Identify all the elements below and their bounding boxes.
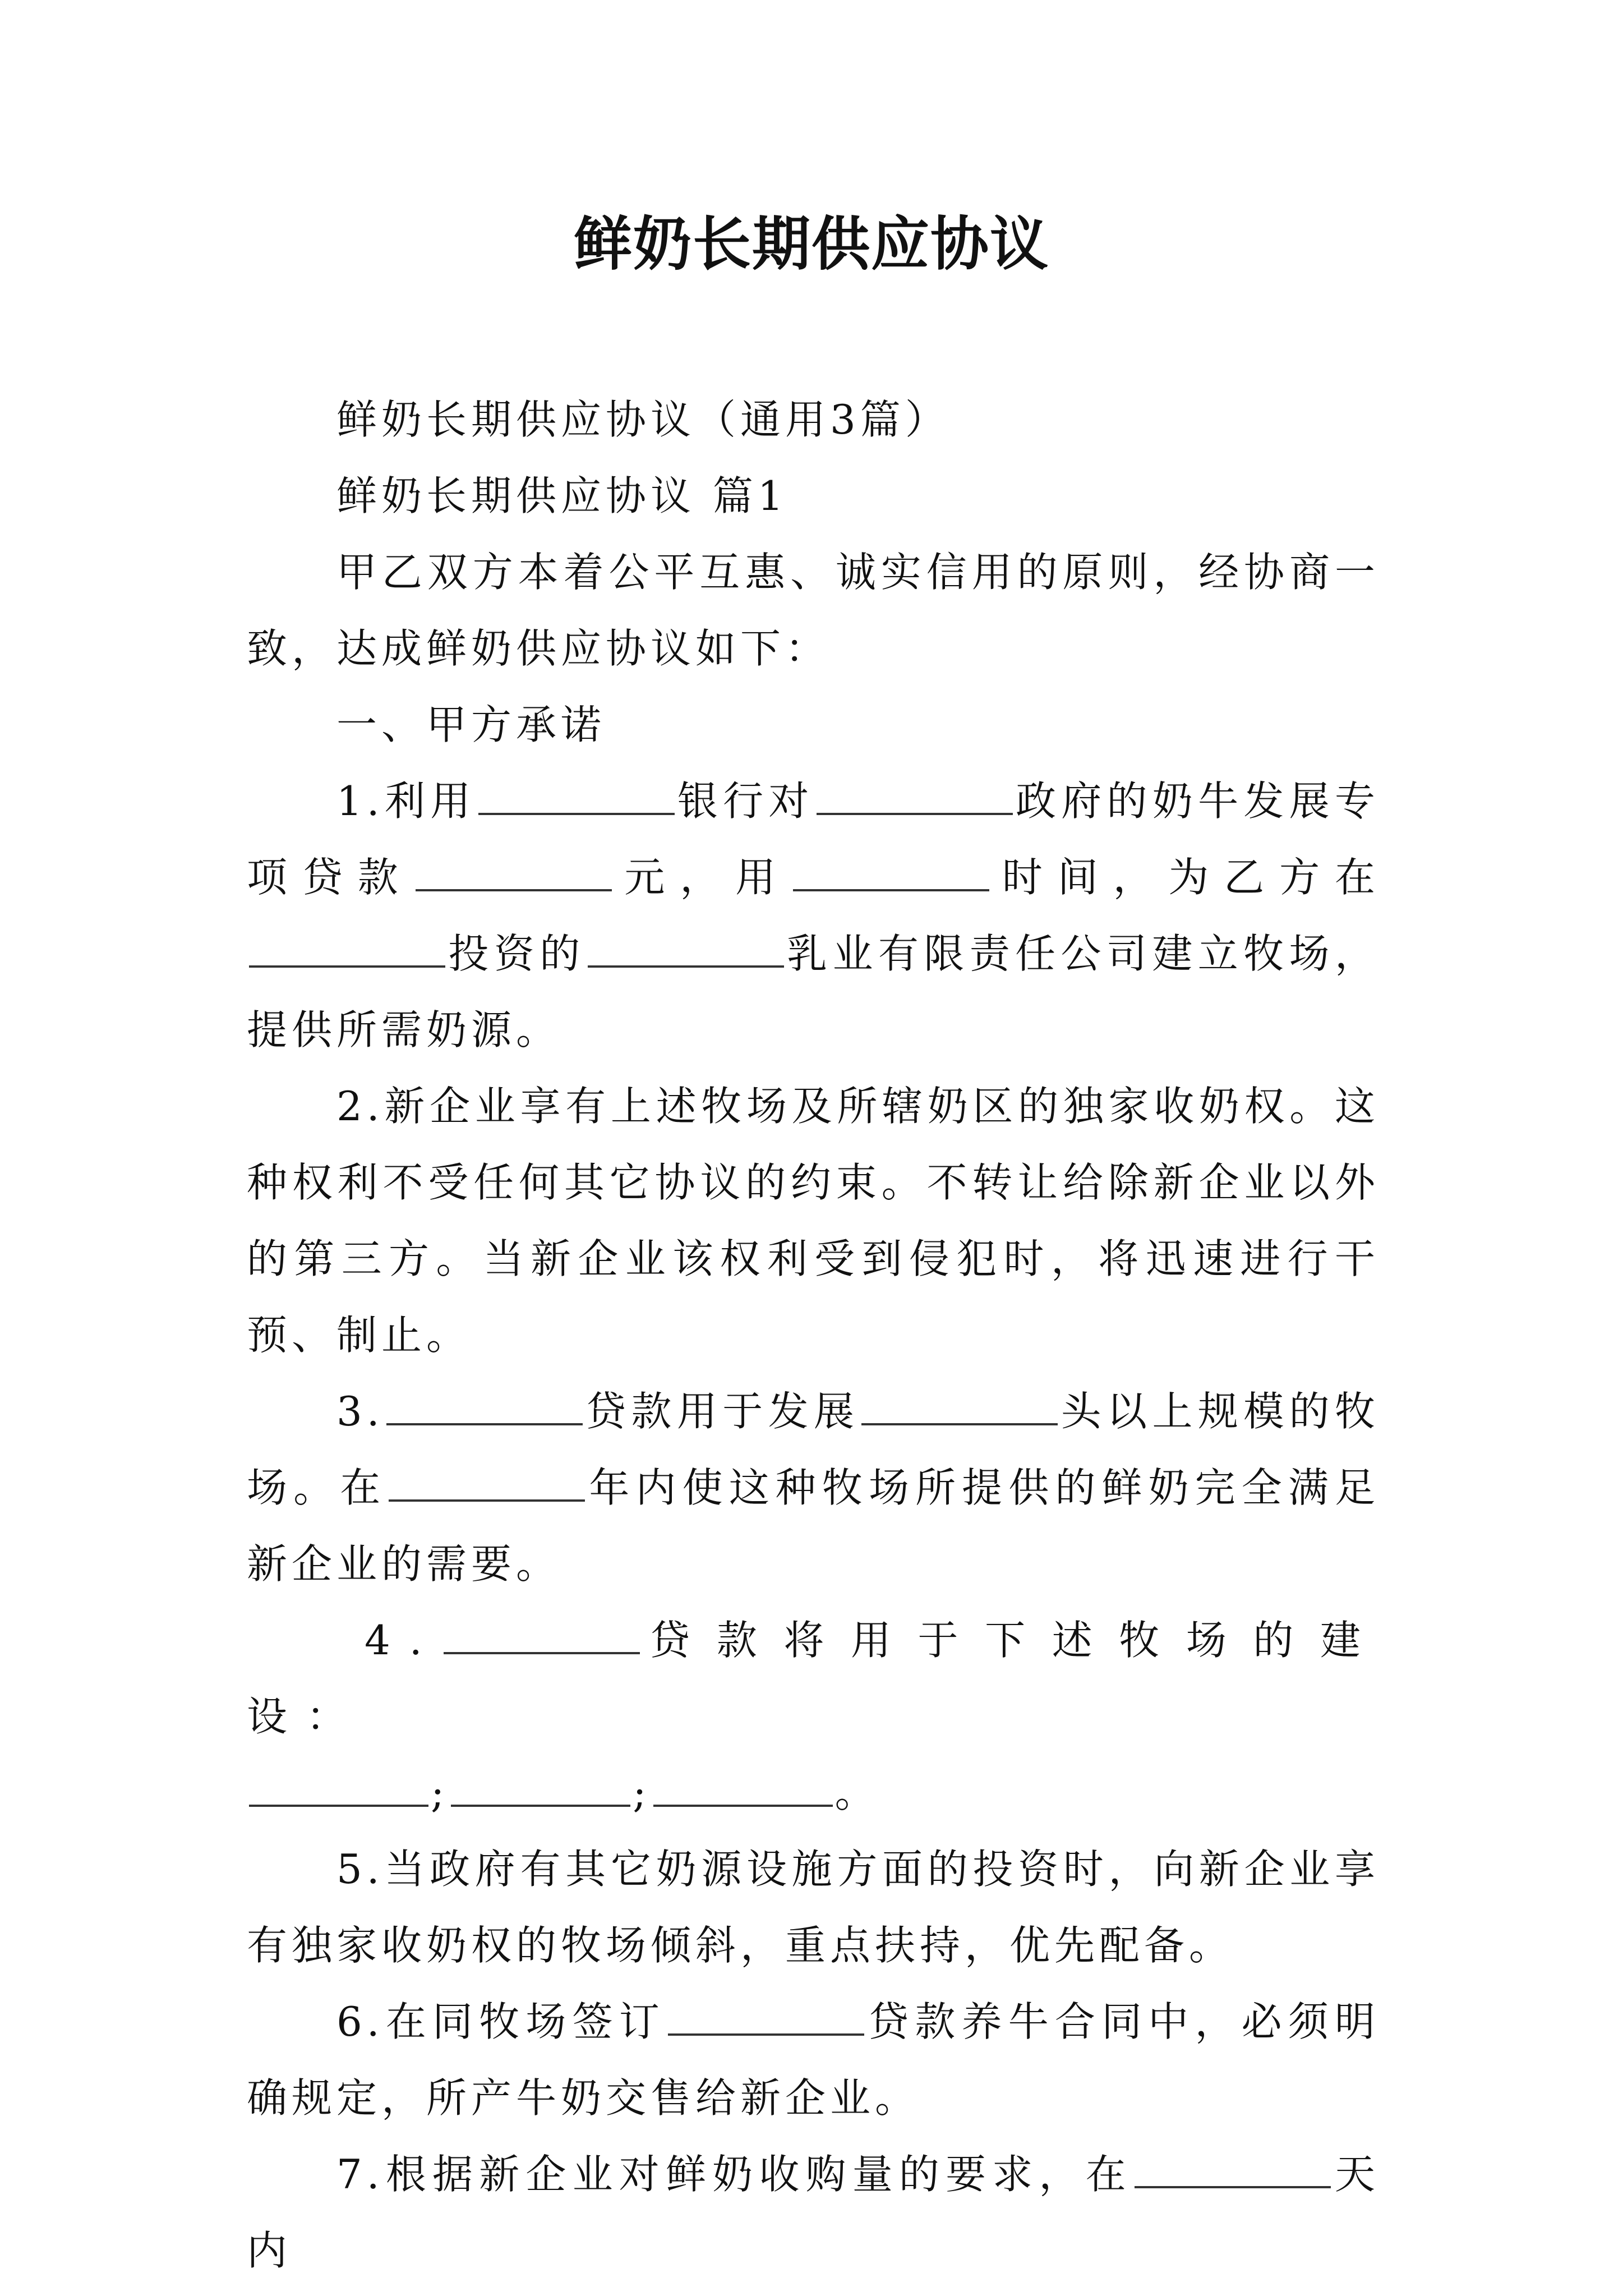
document-title: 鲜奶长期供应协议 (573, 209, 1049, 278)
item-4-text: 贷款将用于下述牧场的建设： (247, 1617, 1380, 1740)
item-1-text: 时间，为乙方在 (991, 854, 1380, 901)
document-body (247, 381, 1380, 2289)
item-2-text: 2.新企业享有上述牧场及所辖奶区的独家收奶权。这种权利不受任何其它协议的约束。不转让给除新企业以外的第三方。当新企业该权利受到侵犯时，将迅速进行干预、制止。 (247, 1083, 1380, 1359)
end-mark: 。 (834, 1769, 880, 1816)
fill-blank[interactable] (653, 1771, 833, 1807)
item-1-text: 政府的奶牛发展专项贷款 (247, 777, 1380, 901)
part-one-heading-text: 一、甲方承诺 (336, 701, 606, 748)
intro-paragraph (247, 534, 1380, 687)
subtitle-text: 鲜奶长期供应协议（通用3篇） (336, 396, 950, 443)
part-one-heading (247, 687, 1380, 763)
item-4-text: 4. (365, 1617, 441, 1664)
fill-blank[interactable] (249, 932, 445, 968)
item-3-text: 3. (336, 1388, 384, 1435)
fill-blank[interactable] (793, 855, 989, 891)
item-3-text: 头以上规模的牧场。在 (247, 1388, 1380, 1511)
item-1-text: 银行对 (676, 777, 814, 825)
item-3 (247, 1373, 1380, 1602)
item-1-text: 元，用 (614, 854, 791, 901)
item-6 (247, 1984, 1380, 2136)
item-6-text: 6.在同牧场签订 (336, 1998, 666, 2045)
fill-blank[interactable] (451, 1771, 630, 1807)
item-2 (247, 1068, 1380, 1373)
subtitle (247, 381, 1380, 458)
fill-blank[interactable] (249, 1771, 428, 1807)
item-1 (247, 763, 1380, 1068)
item-1-text: 投资的 (448, 930, 585, 977)
item-5 (247, 1831, 1380, 1984)
item-7 (247, 2136, 1380, 2289)
fill-blank[interactable] (1135, 2152, 1331, 2188)
fill-blank[interactable] (478, 779, 675, 815)
fill-blank[interactable] (386, 1389, 583, 1425)
item-3-text: 年内使这种牧场所提供的鲜奶完全满足新企业的需要。 (247, 1464, 1380, 1588)
item-1-text: 1.利用 (336, 777, 476, 825)
item-3-text: 贷款用于发展 (584, 1388, 860, 1435)
item-4-blanks (247, 1755, 1380, 1831)
intro-text: 甲乙双方本着公平互惠、诚实信用的原则，经协商一致，达成鲜奶供应协议如下： (247, 549, 1380, 672)
item-7-text: 7.根据新企业对鲜奶收购量的要求，在 (336, 2151, 1132, 2198)
item-5-text: 5.当政府有其它奶源设施方面的投资时，向新企业享有独家收奶权的牧场倾斜，重点扶持，优先配备。 (247, 1846, 1380, 1969)
section-heading-text: 鲜奶长期供应协议 篇1 (336, 472, 788, 519)
fill-blank[interactable] (389, 1466, 585, 1502)
item-6-text: 贷款养牛合同中，必须明确规定，所产牛奶交售给新企业。 (247, 1998, 1380, 2122)
section-heading (247, 458, 1380, 534)
separator: ; (431, 1769, 449, 1816)
separator: ; (633, 1769, 651, 1816)
fill-blank[interactable] (817, 779, 1013, 815)
fill-blank[interactable] (861, 1389, 1058, 1425)
item-1-text: 乳业有限责任公司建立牧场，提供所需奶源。 (247, 930, 1380, 1053)
fill-blank[interactable] (668, 2000, 864, 2036)
fill-blank[interactable] (416, 855, 612, 891)
item-7-text: 天内 (247, 2151, 1380, 2274)
fill-blank[interactable] (588, 932, 784, 968)
fill-blank[interactable] (444, 1618, 640, 1654)
item-4 (247, 1602, 1380, 1755)
